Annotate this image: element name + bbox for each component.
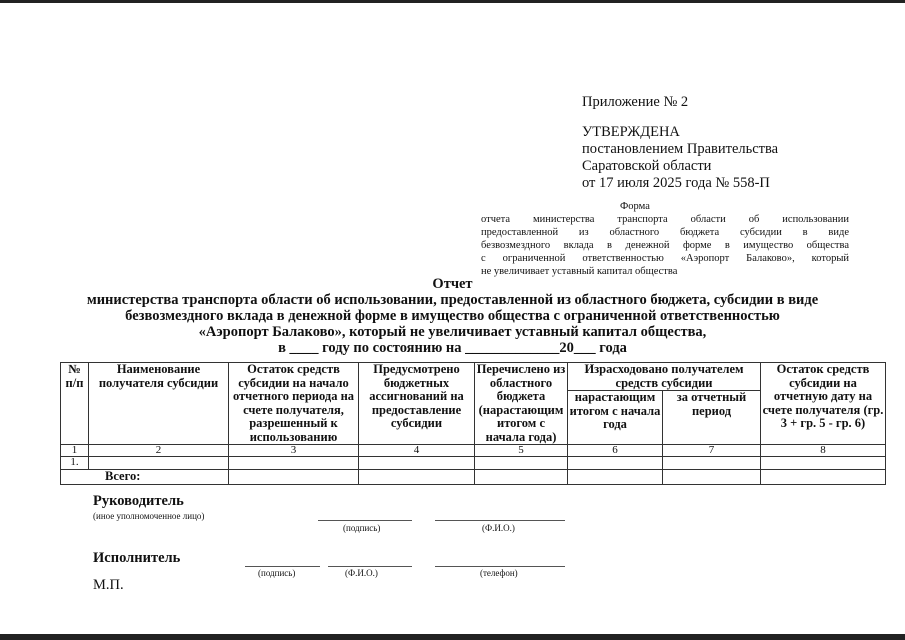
approved-heading: УТВЕРЖДЕНА [582, 124, 680, 140]
approved-line: постановлением Правительства [582, 141, 779, 157]
column-number: 1 [61, 445, 89, 457]
approved-line: от 17 июля 2025 года № 558-П [582, 175, 770, 191]
report-title-line: безвозмездного вклада в денежной форме в имущество общества с ограниченной ответственностью [125, 308, 780, 324]
total-cell[interactable] [359, 470, 475, 485]
total-cell[interactable] [475, 470, 568, 485]
head-label: Руководитель [93, 493, 184, 509]
column-number: 5 [475, 445, 568, 457]
appendix-number: Приложение № 2 [582, 94, 689, 110]
form-caption-line: предоставленной из областного бюджета субсидии в виде [481, 227, 849, 238]
executor-label: Исполнитель [93, 550, 181, 566]
header-num: № п/п [61, 363, 89, 445]
header-transferred: Перечислено из областного бюджета (нарастающим итогом с начала года) [475, 363, 568, 445]
scan-border-top [0, 0, 905, 3]
total-cell[interactable] [568, 470, 663, 485]
table-header-row [61, 363, 886, 391]
approval-block [582, 124, 778, 192]
form-caption-line: с ограниченной ответственностью «Аэропорт Балаково», который [481, 253, 849, 264]
head-fio-line[interactable] [435, 520, 565, 521]
form-caption-line: не увеличивает уставный капитал общества [481, 266, 678, 277]
table-cell[interactable] [475, 457, 568, 470]
row-number: 1. [61, 457, 89, 470]
approved-line: Саратовской области [582, 158, 712, 174]
total-row [61, 470, 886, 485]
column-number: 6 [568, 445, 663, 457]
executor-phone-line[interactable] [435, 566, 565, 567]
column-number: 8 [761, 445, 886, 457]
table-row [61, 457, 886, 470]
column-number: 7 [663, 445, 761, 457]
table-cell[interactable] [761, 457, 886, 470]
column-number: 3 [229, 445, 359, 457]
header-spent-group: Израсходовано получателем средств субсидии [568, 363, 761, 391]
stamp-label: М.П. [93, 577, 124, 593]
head-signature-caption: (подпись) [343, 523, 381, 533]
total-cell[interactable] [761, 470, 886, 485]
header-spent-cumulative: нарастающим итогом с начала года [568, 391, 663, 445]
report-period-line: в ____ году по состоянию на _____________20___ года [278, 340, 627, 356]
header-balance-start: Остаток средств субсидии на начало отчетного периода на счете получателя, разрешенный к использованию [229, 363, 359, 445]
table-cell[interactable] [568, 457, 663, 470]
table-cell[interactable] [663, 457, 761, 470]
executor-signature-caption: (подпись) [258, 568, 296, 578]
report-title-line: министерства транспорта области об использовании, предоставленной из областного бюджета, субсидии в виде [86, 292, 819, 308]
total-cell[interactable] [663, 470, 761, 485]
column-number: 2 [89, 445, 229, 457]
form-caption-line: безвозмездного вклада в денежной форме в имущество общества [481, 240, 849, 251]
executor-fio-caption: (Ф.И.О.) [345, 568, 378, 578]
form-caption-title: Форма [620, 201, 650, 212]
column-number: 4 [359, 445, 475, 457]
header-spent-period: за отчетный период [663, 391, 761, 445]
head-note: (иное уполномоченное лицо) [93, 511, 205, 521]
form-caption [481, 213, 849, 278]
table-cell[interactable] [359, 457, 475, 470]
form-caption-line: отчета министерства транспорта области об использовании [481, 214, 849, 225]
table-cell[interactable] [89, 457, 229, 470]
header-recipient: Наименование получателя субсидии [89, 363, 229, 445]
head-fio-caption: (Ф.И.О.) [482, 523, 515, 533]
executor-phone-caption: (телефон) [480, 568, 518, 578]
executor-signature-line[interactable] [245, 566, 320, 567]
column-numbers-row [61, 445, 886, 457]
executor-fio-line[interactable] [328, 566, 412, 567]
scan-border-bottom [0, 634, 905, 640]
header-allocated: Предусмотрено бюджетных ассигнований на предоставление субсидии [359, 363, 475, 445]
table-cell[interactable] [229, 457, 359, 470]
report-heading: Отчет [432, 276, 473, 292]
header-balance-end: Остаток средств субсидии на отчетную дату на счете получателя (гр. 3 + гр. 5 - гр. 6) [761, 363, 886, 445]
head-signature-line[interactable] [318, 520, 412, 521]
total-cell[interactable] [229, 470, 359, 485]
total-label: Всего: [61, 470, 229, 485]
report-table [60, 362, 886, 485]
report-title-line: «Аэропорт Балаково», который не увеличивает уставный капитал общества, [198, 324, 707, 340]
